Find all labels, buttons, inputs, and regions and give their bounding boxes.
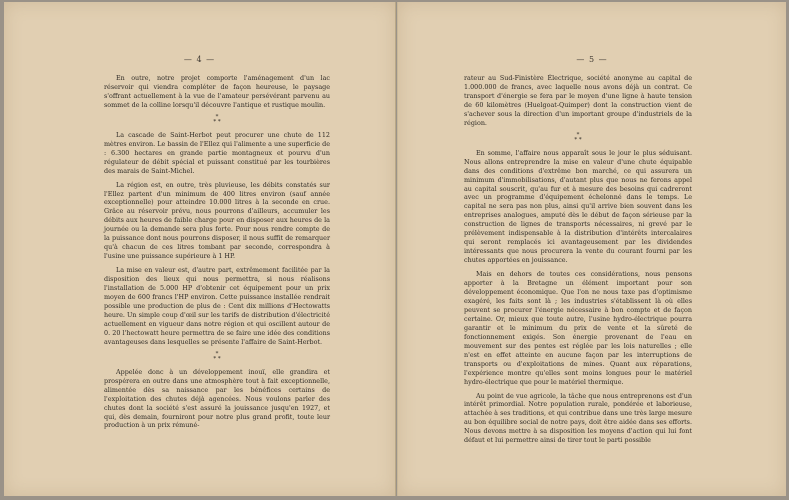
section-separator: * * * [574, 131, 582, 143]
page-number: — 4 — [183, 55, 216, 64]
text-column [464, 74, 692, 450]
paragraph: La mise en valeur est, d'autre part, extrêmement facilitée par la disposition des lieux qui nous permettra, si nous réalisons l'installation de 5.000 HP d'obtenir cet équipement pour un prix moyen de 600 francs l'HP environ. Cette puissance installée rendrait possible une production de plus de : Cent dix millions d'Hectowatts heure. Un simple coup d'œil sur les tarifs de distribution d'électricité actuellement en vigueur dans notre région et qui oscillent autour de 0. 20 l'hectowatt heure permettra de se faire une idée des conditions avantageuses dans lesquelles se présente l'affaire de Saint-Herbot. [104, 266, 330, 346]
section-separator: * * * [213, 113, 221, 125]
left-page [4, 2, 396, 496]
paragraph: En outre, notre projet comporte l'aménagement d'un lac réservoir qui viendra compléter de façon heureuse, le paysage s'offrant actuellement à la vue de l'amateur persévérant parvenu au sommet de la colline lorsqu'il découvre l'antique et rustique moulin. [104, 74, 330, 109]
paragraph: Appelée donc à un développement inouï, elle grandira et prospérera en outre dans une atmosphère tout à fait exceptionnelle, alimentée dès sa naissance par les bénéfices certains de l'exploitation des chutes déjà agencées. Nous voulons parler des chutes dont la société s'est assuré la jouissance jusqu'en 1927, et qui, dès demain, fourniront pour notre plus grand profit, toute leur production à un prix rémuné- [104, 367, 330, 430]
paragraph: La région est, en outre, très pluvieuse, les débits constatés sur l'Ellez partent d'un minimum de 400 litres environ (sauf année exceptionnelle) pour atteindre 10.000 litres à la seconde en crue. Grâce au réservoir prévu, nous pourrons d'ailleurs, accumuler les débits aux heures de faible charge pour en disposer aux heures de la journée ou la demande sera plus forte. Pour nous rendre compte de la puissance dont nous pourrons disposer, il nous suffit de remarquer qu'à chacun de ces litres tombant par seconde, correspondra à l'usine une puissance supérieure à 1 HP. [104, 180, 330, 261]
paragraph: rateur au Sud-Finistère Électrique, société anonyme au capital de 1.000.000 de francs, avec laquelle nous avons déjà un contrat. Ce transport d'énergie se fera par le moyen d'une ligne à haute tension de 60 kilomètres (Huelgoat-Quimper) dont la construction vient de s'achever sous la direction d'un important groupe d'industriels de la région. [464, 74, 692, 127]
right-page [397, 2, 786, 496]
paragraph: Mais en dehors de toutes ces considérations, nous pensons apporter à la Bretagne un élément important pour son développement économique. Que l'on ne nous taxe pas d'optimisme exagéré, les faits sont là ; les industries s'établissent là où elles peuvent se procurer l'énergie nécessaire à bon compte et de façon certaine. Or, mieux que toute autre, l'usine hydro-électrique pourra garantir et le minimum du prix de vente et la sûreté de fonctionnement exigés. Son énergie provenant de l'eau en mouvement sur des pentes est réglée par les lois naturelles ; elle n'est en effet atteinte en aucune façon par les interruptions de transports ou d'exploitations de mines. Quant aux réparations, l'expérience montre qu'elles sont moins longues pour le matériel hydro-électrique que pour le matériel thermique. [464, 270, 692, 386]
text-column [104, 74, 330, 435]
paragraph: La cascade de Saint-Herbot peut procurer une chute de 112 mètres environ. Le bassin de l'Ellez qui l'alimente a une superficie de : 6.300 hectares en grande partie montagneux et pourvu d'un régulateur de débit spécial et puissant constitué par les tourbières des marais de Saint-Michel. [104, 130, 330, 175]
paragraph: Au point de vue agricole, la tâche que nous entreprenons est d'un intérêt primordial. Notre population rurale, pondérée et laborieuse, attachée à ses traditions, et qui contribue dans une très large mesure au bon équilibre social de notre pays, doit être aidée dans ses efforts. Nous devons mettre à sa disposition les moyens d'action qui lui font défaut et lui permettre ainsi de tirer tout le parti possible [464, 391, 692, 445]
page-number: — 5 — [576, 55, 608, 64]
section-separator: * * * [213, 350, 221, 362]
paragraph: En somme, l'affaire nous apparaît sous le jour le plus séduisant. Nous allons entreprendre la mise en valeur d'une chute équipable dans des conditions d'extrême bon marché, ce qui assurera un minimum d'immobilisations, d'autant plus que nous ne ferons appel au capital souscrit, qu'au fur et à mesure des besoins qui cadreront avec un programme d'équipement échelonné dans le temps. Le capital ne sera pas non plus, ainsi qu'il arrive bien souvent dans les entreprises analogues, amputé dès le début de façon sérieuse par la construction de lignes de transports nécessaires, ni grevé par le prélèvement indispensable à la distribution d'intérêts intercalaires qui seront remplacés ici avantageusement par les dividendes intéressants que nous procurera la vente du courant fourni par les chutes apportées en jouissance. [464, 148, 692, 265]
